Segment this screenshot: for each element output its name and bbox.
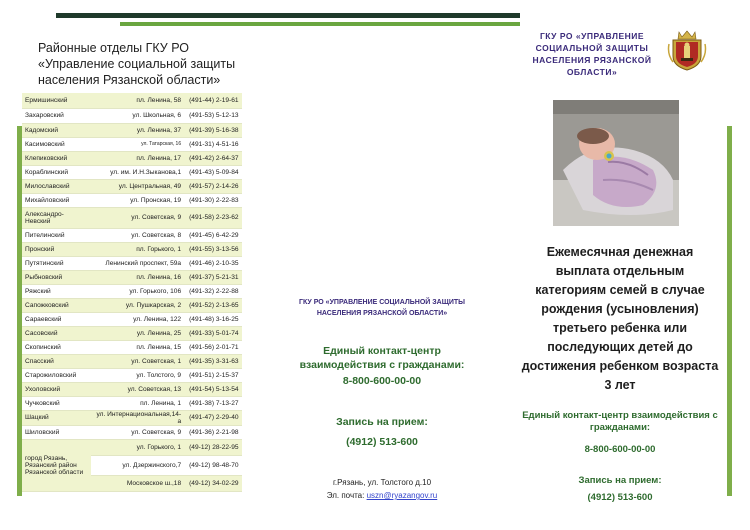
top-green-bar: [120, 22, 520, 26]
table-row: [22, 270, 242, 284]
ryazan-coat-of-arms-icon: [667, 28, 707, 72]
district-name: город Рязань, Рязанский район Рязанской области: [22, 439, 91, 491]
district-phone: (491-52) 2-13-65: [183, 298, 242, 312]
district-name: Ермишинский: [22, 93, 91, 108]
table-row: [22, 207, 242, 228]
middle-appointment: [282, 412, 482, 452]
district-phone: (491-53) 5-12-13: [183, 108, 242, 123]
middle-contact-center-label: Единый контакт-центр взаимодействия с гражданами:: [299, 345, 465, 371]
table-row: [22, 368, 242, 382]
table-row: [22, 93, 242, 108]
district-phone: (491-32) 2-22-88: [183, 284, 242, 298]
right-main-heading: Ежемесячная денежная выплата отдельным категориям семей в случае рождения (усыновления) третьего ребенка или последующих детей до достижения ребенком возраста 3 лет: [521, 245, 719, 392]
district-name: Сасовский: [22, 326, 91, 340]
district-address: пл. Ленина, 58: [91, 93, 183, 108]
right-appointment: [520, 472, 720, 506]
district-address: ул. им. И.Н.Зыканова,1: [91, 165, 183, 179]
table-row: [22, 256, 242, 270]
district-name: Кораблинский: [22, 165, 91, 179]
district-phone: (491-56) 2-01-71: [183, 340, 242, 354]
right-contact-center-label: Единый контакт-центр взаимодействия с гражданами:: [522, 410, 718, 433]
top-dark-bar: [56, 13, 520, 18]
district-phone: (491-51) 2-15-37: [183, 368, 242, 382]
district-phone: (49-12) 98-48-70: [183, 455, 242, 475]
district-name: Скопинский: [22, 340, 91, 354]
district-phone: (491-38) 7-13-27: [183, 396, 242, 410]
district-name: Кадомский: [22, 123, 91, 137]
district-address: ул. Ленина, 37: [91, 123, 183, 137]
district-address: Московское ш.,18: [91, 475, 183, 491]
district-phone: (491-35) 3-31-63: [183, 354, 242, 368]
table-row: [22, 123, 242, 137]
district-address: ул. Центральная, 49: [91, 179, 183, 193]
district-name: Шиловский: [22, 425, 91, 439]
district-phone: (491-31) 4-51-16: [183, 137, 242, 151]
district-name: Михайловский: [22, 193, 91, 207]
middle-email-line: [282, 489, 482, 502]
district-phone: (491-47) 2-29-40: [183, 410, 242, 425]
right-green-strip: [727, 126, 732, 496]
district-address: ул. Советская, 9: [91, 207, 183, 228]
table-row: [22, 137, 242, 151]
district-phone: (491-57) 2-14-26: [183, 179, 242, 193]
email-label: Эл. почта:: [326, 491, 367, 500]
table-row: [22, 165, 242, 179]
district-name: Милославский: [22, 179, 91, 193]
district-address: пл. Ленина, 16: [91, 270, 183, 284]
district-name: Ухоловский: [22, 382, 91, 396]
table-row: [22, 228, 242, 242]
district-name: Путятинский: [22, 256, 91, 270]
district-address: Ленинский проспект, 59а: [91, 256, 183, 270]
district-name: Захаровский: [22, 108, 91, 123]
table-row: [22, 354, 242, 368]
district-address: ул. Школьная, 6: [91, 108, 183, 123]
table-row: [22, 326, 242, 340]
district-address: ул. Советская, 13: [91, 382, 183, 396]
district-address: ул. Ленина, 25: [91, 326, 183, 340]
district-name: Чучковский: [22, 396, 91, 410]
district-address: пл. Ленина, 1: [91, 396, 183, 410]
district-address: ул. Горького, 1: [91, 439, 183, 455]
district-name: Касимовский: [22, 137, 91, 151]
district-phone: (491-44) 2-19-61: [183, 93, 242, 108]
district-address: пл. Ленина, 15: [91, 340, 183, 354]
middle-contact-phone: 8-800-600-00-00: [342, 375, 422, 387]
district-phone: (491-42) 2-64-37: [183, 151, 242, 165]
district-name: Старожиловский: [22, 368, 91, 382]
district-address: пл. Ленина, 17: [91, 151, 183, 165]
right-appointment-phone: (4912) 513-600: [587, 492, 653, 503]
table-row: [22, 382, 242, 396]
table-row: [22, 179, 242, 193]
districts-title: Районные отделы ГКУ РО «Управление социальной защиты населения Рязанской области»: [38, 41, 236, 87]
district-name: Спасский: [22, 354, 91, 368]
district-phone: (49-12) 28-22-95: [183, 439, 242, 455]
district-address: ул. Советская, 9: [91, 425, 183, 439]
middle-org-name: ГКУ РО «УПРАВЛЕНИЕ СОЦИАЛЬНОЙ ЗАЩИТЫ НАСЕЛЕНИЯ РЯЗАНСКОЙ ОБЛАСТИ»: [299, 299, 465, 317]
newborn-baby-photo: [553, 100, 679, 226]
table-row: [22, 193, 242, 207]
district-phone: (491-46) 2-10-35: [183, 256, 242, 270]
district-name: Сараевский: [22, 312, 91, 326]
table-row: [22, 242, 242, 256]
middle-address-block: [282, 476, 482, 502]
table-row: [22, 439, 242, 455]
table-row: [22, 425, 242, 439]
district-name: Пителинский: [22, 228, 91, 242]
table-row: [22, 312, 242, 326]
district-address: ул. Толстого, 9: [91, 368, 183, 382]
district-address: ул. Горького, 106: [91, 284, 183, 298]
district-phone: (491-58) 2-23-62: [183, 207, 242, 228]
district-name: Сапожковский: [22, 298, 91, 312]
table-row: [22, 298, 242, 312]
district-phone: (491-48) 3-16-25: [183, 312, 242, 326]
district-phone: (491-33) 5-01-74: [183, 326, 242, 340]
right-appointment-label: Запись на прием:: [578, 475, 662, 486]
email-link[interactable]: uszn@ryazangov.ru: [366, 491, 438, 500]
district-phone: (491-36) 2-21-98: [183, 425, 242, 439]
right-contact-phone: 8-800-600-00-00: [584, 444, 656, 455]
district-name: Александро-Невский: [22, 207, 91, 228]
district-phone: (491-37) 5-21-31: [183, 270, 242, 284]
district-name: Пронский: [22, 242, 91, 256]
middle-appointment-phone: (4912) 513-600: [346, 436, 418, 448]
district-phone: (491-30) 2-22-83: [183, 193, 242, 207]
district-address: ул. Дзержинского,7: [91, 455, 183, 475]
table-row: [22, 151, 242, 165]
district-address: пл. Горького, 1: [91, 242, 183, 256]
district-phone: (491-39) 5-16-38: [183, 123, 242, 137]
district-address: ул. Советская, 1: [91, 354, 183, 368]
district-phone: (491-54) 5-13-54: [183, 382, 242, 396]
district-name: Шацкий: [22, 410, 91, 425]
table-row: [22, 340, 242, 354]
table-row: [22, 396, 242, 410]
middle-address: г.Рязань, ул. Толстого д.10: [332, 478, 432, 487]
district-phone: (49-12) 34-02-29: [183, 475, 242, 491]
district-name: Клепиковский: [22, 151, 91, 165]
district-name: Ряжский: [22, 284, 91, 298]
table-row: [22, 410, 242, 425]
district-address: ул. Пронская, 19: [91, 193, 183, 207]
district-address: ул. Татарская, 16: [91, 137, 183, 151]
districts-table: [22, 93, 242, 492]
middle-appointment-label: Запись на прием:: [336, 416, 428, 428]
district-phone: (491-55) 3-13-56: [183, 242, 242, 256]
right-org-name: ГКУ РО «УПРАВЛЕНИЕ СОЦИАЛЬНОЙ ЗАЩИТЫ НАСЕЛЕНИЯ РЯЗАНСКОЙ ОБЛАСТИ»: [532, 31, 652, 77]
district-address: ул. Ленина, 122: [91, 312, 183, 326]
district-phone: (491-45) 6-42-29: [183, 228, 242, 242]
district-phone: (491-43) 5-09-84: [183, 165, 242, 179]
district-address: ул. Советская, 8: [91, 228, 183, 242]
district-address: ул. Пушкарская, 2: [91, 298, 183, 312]
district-name: Рыбновский: [22, 270, 91, 284]
district-address: ул. Интернациональная,14-а: [91, 410, 183, 425]
table-row: [22, 284, 242, 298]
table-row: [22, 108, 242, 123]
